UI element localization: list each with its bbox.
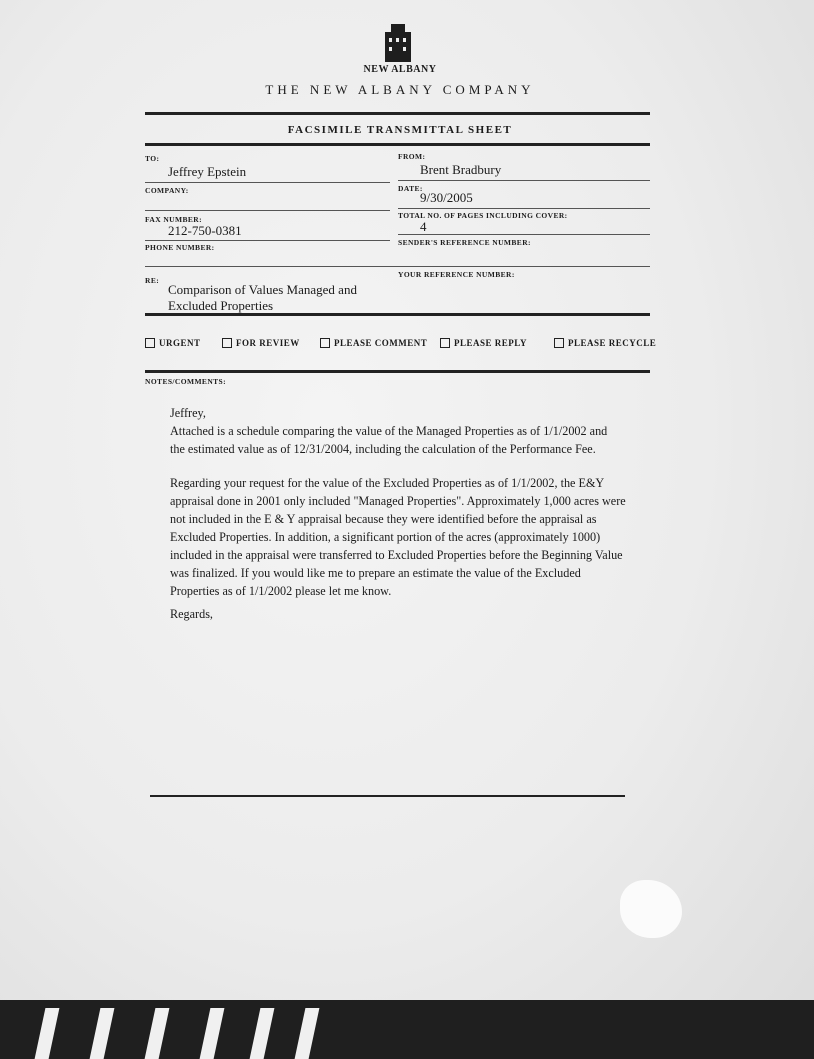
date-value: 9/30/2005 bbox=[420, 190, 473, 205]
fax-label: FAX NUMBER: bbox=[145, 215, 202, 224]
header-divider bbox=[145, 112, 650, 115]
closing: Regards, bbox=[170, 607, 213, 621]
field-line bbox=[398, 208, 650, 209]
company-label: COMPANY: bbox=[145, 186, 189, 195]
re-label: RE: bbox=[145, 276, 160, 285]
checkbox-label: URGENT bbox=[159, 338, 201, 348]
checkbox-urgent[interactable] bbox=[145, 338, 201, 348]
pages-label: TOTAL NO. OF PAGES INCLUDING COVER: bbox=[398, 211, 568, 220]
field-line bbox=[398, 234, 650, 235]
company-logo-icon bbox=[383, 22, 413, 64]
checkbox-for-review[interactable] bbox=[222, 338, 300, 348]
message-line: the estimated value as of 12/31/2004, including the calculation of the Performance Fee. bbox=[170, 442, 596, 456]
checkbox-label: PLEASE COMMENT bbox=[334, 338, 428, 348]
sheet-title: FACSIMILE TRANSMITTAL SHEET bbox=[287, 124, 513, 136]
title-divider bbox=[145, 143, 650, 146]
notes-label: NOTES/COMMENTS: bbox=[145, 377, 227, 386]
re-value-line2: Excluded Properties bbox=[168, 298, 274, 313]
checkbox-icon bbox=[320, 338, 330, 348]
your-reference-label: YOUR REFERENCE NUMBER: bbox=[398, 270, 515, 279]
checkbox-please-recycle[interactable] bbox=[554, 338, 656, 348]
pages-value: 4 bbox=[420, 219, 427, 234]
date-label: DATE: bbox=[398, 184, 423, 193]
message-line: Properties as of 1/1/2002 please let me know. bbox=[170, 584, 392, 598]
from-label: FROM: bbox=[398, 152, 426, 161]
checkbox-icon bbox=[440, 338, 450, 348]
greeting: Jeffrey, bbox=[170, 406, 206, 420]
message-line: was finalized. If you would like me to prepare an estimate the value of the Excluded bbox=[170, 566, 581, 580]
checkbox-icon bbox=[222, 338, 232, 348]
field-line bbox=[398, 180, 650, 181]
re-value-line1: Comparison of Values Managed and bbox=[168, 282, 357, 297]
from-value: Brent Bradbury bbox=[420, 162, 502, 177]
checkbox-label: FOR REVIEW bbox=[236, 338, 300, 348]
checkbox-label: PLEASE REPLY bbox=[454, 338, 527, 348]
checkbox-divider bbox=[145, 370, 650, 373]
signature-line bbox=[150, 795, 625, 797]
checkbox-please-reply[interactable] bbox=[440, 338, 527, 348]
field-line bbox=[145, 266, 650, 267]
fields-divider bbox=[145, 313, 650, 316]
checkbox-icon bbox=[145, 338, 155, 348]
logo-wordmark: NEW ALBANY bbox=[363, 64, 437, 75]
message-line: appraisal done in 2001 only included "Managed Properties". Approximately 1,000 acres were bbox=[170, 494, 626, 508]
message-line: not included in the E & Y appraisal because they were identified before the appraisal as bbox=[170, 512, 597, 526]
to-value: Jeffrey Epstein bbox=[168, 164, 247, 179]
to-label: TO: bbox=[145, 154, 160, 163]
sender-reference-label: SENDER'S REFERENCE NUMBER: bbox=[398, 238, 531, 247]
checkbox-label: PLEASE RECYCLE bbox=[568, 338, 657, 348]
message-line: Excluded Properties. In addition, a significant portion of the acres (approximately 1000) bbox=[170, 530, 601, 544]
fax-value: 212-750-0381 bbox=[168, 223, 242, 238]
message-line: included in the appraisal were transferred to Excluded Properties before the Beginning Value bbox=[170, 548, 623, 562]
field-line bbox=[145, 182, 390, 183]
background-strip bbox=[0, 1000, 814, 1059]
company-name: THE NEW ALBANY COMPANY bbox=[265, 82, 535, 97]
phone-label: PHONE NUMBER: bbox=[145, 243, 215, 252]
message-line: Regarding your request for the value of the Excluded Properties as of 1/1/2002, the E&Y bbox=[170, 476, 605, 490]
field-line bbox=[145, 210, 390, 211]
checkbox-icon bbox=[554, 338, 564, 348]
message-line: Attached is a schedule comparing the value of the Managed Properties as of 1/1/2002 and bbox=[170, 424, 608, 438]
field-line bbox=[145, 240, 390, 241]
checkbox-please-comment[interactable] bbox=[320, 338, 427, 348]
